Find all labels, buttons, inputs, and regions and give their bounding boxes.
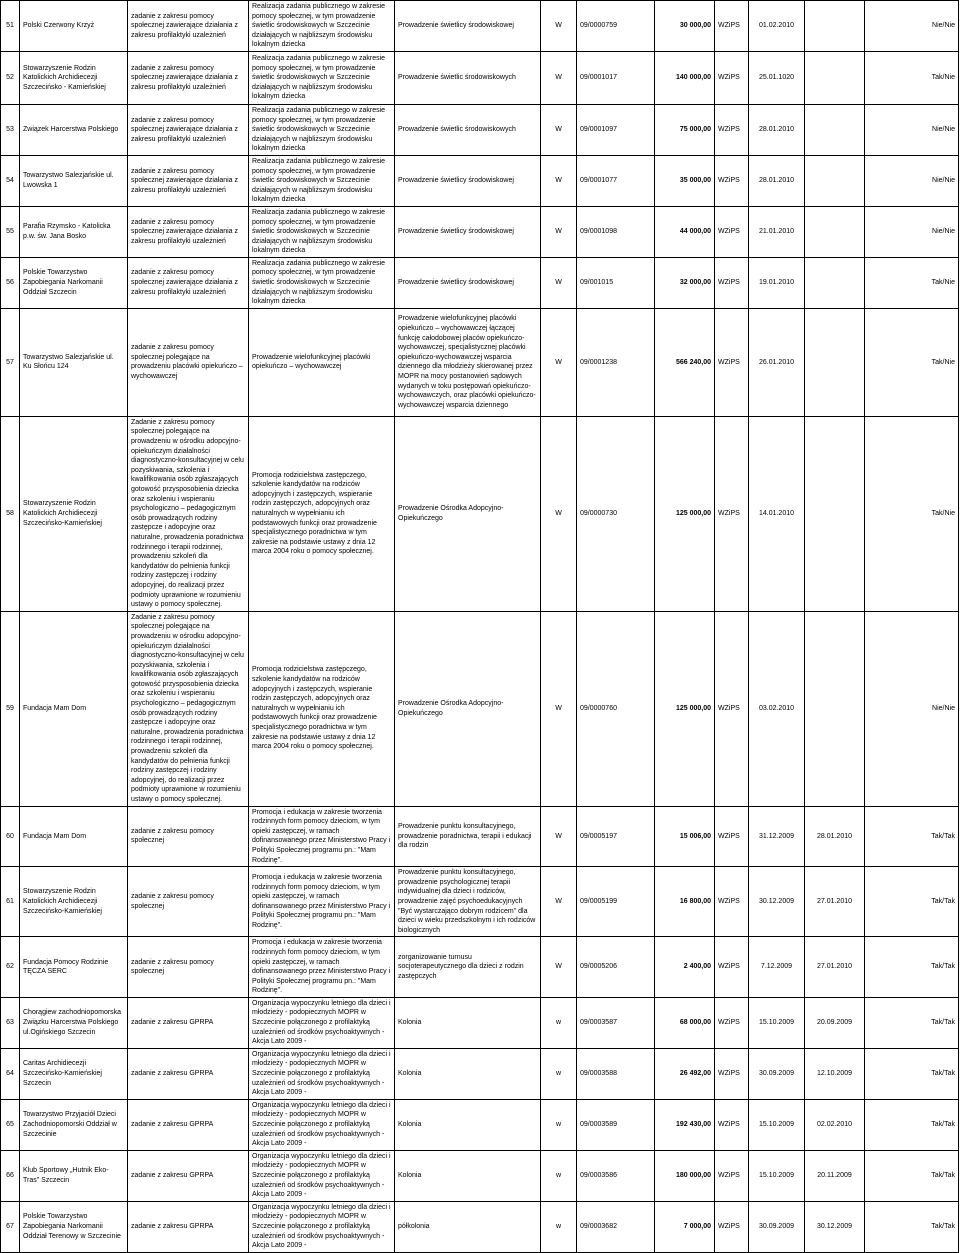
settlement-date: 30.12.2009 [805,1201,865,1252]
agreement-number: 09/0003587 [577,997,655,1048]
organization-name: Caritas Archidiecezji Szczecińsko-Kamieńskiej Szczecin [20,1048,128,1099]
task-form: Prowadzenie punktu konsultacyjnego, prowadzenie poradnictwa, terapii i edukacji dla rodzin [395,806,541,867]
agreement-date: 30.09.2009 [749,1201,805,1252]
department: WZiPS [715,155,749,206]
grant-amount: 26 492,00 [655,1048,715,1099]
organization-name: Chorągiew zachodniopomorska Związku Harcerstwa Polskiego ul.Ogińskiego Szczecin [20,997,128,1048]
task-subject: zadanie z zakresu pomocy społecznej zawierające działania z zakresu profilaktyki uzależnień [128,155,249,206]
organization-name: Klub Sportowy „Hutnik Eko-Tras" Szczecin [20,1150,128,1201]
grant-amount: 32 000,00 [655,257,715,308]
agreement-date: 21.01.2010 [749,206,805,257]
task-mode: w [541,1150,577,1201]
settlement-date: 20.09.2009 [805,997,865,1048]
task-title: Realizacja zadania publicznego w zakresie pomocy społecznej, w tym prowadzenie świetlic środowiskowych w Szczecinie działających w najbliższym środowisku lokalnym dziecka [249,206,395,257]
task-form: Prowadzenie świetlicy środowiskowej [395,206,541,257]
agreement-date: 15.10.2009 [749,1150,805,1201]
organization-name: Stowarzyszenie Rodzin Katolickich Archidiecezji Szczecińsko-Kamieńskiej [20,416,128,611]
task-form: Prowadzenie świetlicy środowiskowej [395,1,541,52]
department: WZiPS [715,611,749,806]
table-row [1,155,959,206]
department: WZiPS [715,1150,749,1201]
status-flags: Tak/Nie [865,257,959,308]
agreement-number: 09/0001077 [577,155,655,206]
agreement-date: 15.10.2009 [749,1099,805,1150]
task-form: półkolonia [395,1201,541,1252]
task-title: Organizacja wypoczynku letniego dla dzieci i młodzieży - podopiecznych MOPR w Szczecinie połączonego z profilaktyką uzależnień od środków psychoaktywnych - Akcja Lato 2009 - [249,1099,395,1150]
organization-name: Towarzystwo Salezjańskie ul. Lwowska 1 [20,155,128,206]
grant-amount: 75 000,00 [655,104,715,155]
organization-name: Fundacja Mam Dom [20,611,128,806]
task-mode: W [541,51,577,104]
task-title: Promocja i edukacja w zakresie tworzenia rodzinnych form pomocy dzieciom, w tym opieki zastępczej, w ramach dofinansowanego przez Ministerstwo Pracy i Polityki Społecznej programu pn.: "Mam Rodzinę". [249,937,395,998]
status-flags: Nie/Nie [865,611,959,806]
task-form: Prowadzenie wielofunkcyjnej placówki opiekuńczo – wychowawczej łączącej funkcję całodobowej placów opiekuńczo-wychowawczej, specjalistycznej placówki opiekuńczo-wychowawczej wsparcia dziennego dla młodzieży skierowanej przez MOPR na mocy postanowień sądowych wydanych w toku postępowań opiekuńczo-wychowawczych, oraz placówki opiekuńczo-wychowawczej wsparcia dziennego [395,308,541,416]
row-number: 53 [1,104,20,155]
table-row [1,937,959,998]
task-title: Organizacja wypoczynku letniego dla dzieci i młodzieży - podopiecznych MOPR w Szczecinie połączonego z profilaktyką uzależnień od środków psychoaktywnych - Akcja Lato 2009 - [249,1150,395,1201]
settlement-date: 02.02.2010 [805,1099,865,1150]
settlement-date [805,206,865,257]
task-title: Realizacja zadania publicznego w zakresie pomocy społecznej, w tym prowadzenie świetlic środowiskowych w Szczecinie działających w najbliższym środowisku lokalnym dziecka [249,104,395,155]
agreement-date: 31.12.2009 [749,806,805,867]
task-mode: W [541,937,577,998]
row-number: 61 [1,867,20,937]
agreement-number: 09/001015 [577,257,655,308]
task-subject: zadanie z zakresu GPRPA [128,1150,249,1201]
table-row [1,416,959,611]
agreement-number: 09/0001098 [577,206,655,257]
grant-amount: 44 000,00 [655,206,715,257]
table-row [1,867,959,937]
task-subject: zadanie z zakresu pomocy społecznej zawierające działania z zakresu profilaktyki uzależnień [128,104,249,155]
grant-amount: 16 800,00 [655,867,715,937]
task-title: Realizacja zadania publicznego w zakresie pomocy społecznej, w tym prowadzenie świetlic środowiskowych w Szczecinie działających w najbliższym środowisku lokalnym dziecka [249,51,395,104]
task-subject: zadanie z zakresu pomocy społecznej [128,937,249,998]
task-form: Prowadzenie Ośrodka Adopcyjno-Opiekuńczego [395,611,541,806]
task-subject: zadanie z zakresu pomocy społecznej zawierające działania z zakresu profilaktyki uzależnień [128,1,249,52]
status-flags: Tak/Tak [865,806,959,867]
task-mode: W [541,416,577,611]
table-row [1,1150,959,1201]
status-flags: Tak/Nie [865,308,959,416]
table-row [1,1,959,52]
agreement-number: 09/0003682 [577,1201,655,1252]
row-number: 51 [1,1,20,52]
row-number: 62 [1,937,20,998]
department: WZiPS [715,206,749,257]
agreement-number: 09/0000730 [577,416,655,611]
department: WZiPS [715,937,749,998]
settlement-date: 27.01.2010 [805,867,865,937]
row-number: 54 [1,155,20,206]
task-form: Prowadzenie świetlic środowiskowych [395,51,541,104]
agreement-date: 28.01.2010 [749,155,805,206]
status-flags: Nie/Nie [865,104,959,155]
task-subject: zadanie z zakresu pomocy społecznej polegające na prowadzeniu placówki opiekuńczo – wychowawczej [128,308,249,416]
task-subject: zadanie z zakresu pomocy społecznej zawierające działania z zakresu profilaktyki uzależnień [128,257,249,308]
task-subject: zadanie z zakresu GPRPA [128,1048,249,1099]
task-form: Prowadzenie świetlicy środowiskowej [395,257,541,308]
task-mode: w [541,997,577,1048]
table-row [1,51,959,104]
settlement-date: 20.11.2009 [805,1150,865,1201]
task-form: Kolonia [395,1048,541,1099]
row-number: 60 [1,806,20,867]
table-row [1,611,959,806]
organization-name: Polskie Towarzystwo Zapobiegania Narkomanii Oddział Terenowy w Szczecinie [20,1201,128,1252]
agreement-number: 09/0005206 [577,937,655,998]
organization-name: Towarzystwo Przyjaciół Dzieci Zachodniopomorski Oddział w Szczecinie [20,1099,128,1150]
agreement-date: 19.01.2010 [749,257,805,308]
task-mode: W [541,257,577,308]
row-number: 56 [1,257,20,308]
row-number: 66 [1,1150,20,1201]
task-title: Organizacja wypoczynku letniego dla dzieci i młodzieży - podopiecznych MOPR w Szczecinie połączonego z profilaktyką uzależnień od środków psychoaktywnych - Akcja Lato 2009 - [249,997,395,1048]
task-mode: W [541,1,577,52]
row-number: 58 [1,416,20,611]
task-subject: zadanie z zakresu pomocy społecznej [128,867,249,937]
row-number: 65 [1,1099,20,1150]
agreement-date: 28.01.2010 [749,104,805,155]
agreement-number: 09/0005199 [577,867,655,937]
task-mode: W [541,308,577,416]
organization-name: Fundacja Mam Dom [20,806,128,867]
status-flags: Tak/Tak [865,937,959,998]
status-flags: Nie/Nie [865,155,959,206]
settlement-date [805,416,865,611]
organization-name: Polski Czerwony Krzyż [20,1,128,52]
organization-name: Polskie Towarzystwo Zapobiegania Narkomanii Oddział Szczecin [20,257,128,308]
settlement-date: 12.10.2009 [805,1048,865,1099]
status-flags: Tak/Tak [865,1048,959,1099]
organization-name: Towarzystwo Salezjańskie ul. Ku Słońcu 124 [20,308,128,416]
agreement-number: 09/0000760 [577,611,655,806]
organization-name: Parafia Rzymsko - Katolicka p.w. św. Jana Bosko [20,206,128,257]
department: WZiPS [715,257,749,308]
row-number: 67 [1,1201,20,1252]
row-number: 55 [1,206,20,257]
settlement-date [805,155,865,206]
task-title: Organizacja wypoczynku letniego dla dzieci i młodzieży - podopiecznych MOPR w Szczecinie połączonego z profilaktyką uzależnień od środków psychoaktywnych - Akcja Lato 2009 - [249,1201,395,1252]
grant-amount: 566 240,00 [655,308,715,416]
grant-amount: 192 430,00 [655,1099,715,1150]
agreement-number: 09/0003588 [577,1048,655,1099]
department: WZiPS [715,1201,749,1252]
settlement-date [805,611,865,806]
agreement-number: 09/0001017 [577,51,655,104]
organization-name: Fundacja Pomocy Rodzinie TĘCZA SERC [20,937,128,998]
task-form: Prowadzenie świetlic środowiskowych [395,104,541,155]
task-subject: zadanie z zakresu pomocy społecznej [128,806,249,867]
grant-amount: 180 000,00 [655,1150,715,1201]
row-number: 59 [1,611,20,806]
row-number: 63 [1,997,20,1048]
task-title: Realizacja zadania publicznego w zakresie pomocy społecznej, w tym prowadzenie świetlic środowiskowych w Szczecinie działających w najbliższym środowisku lokalnym dziecka [249,155,395,206]
agreement-number: 09/0001238 [577,308,655,416]
task-mode: W [541,104,577,155]
task-subject: zadanie z zakresu GPRPA [128,1201,249,1252]
department: WZiPS [715,1099,749,1150]
grant-amount: 35 000,00 [655,155,715,206]
table-row [1,997,959,1048]
agreement-date: 01.02.2010 [749,1,805,52]
task-form: Prowadzenie świetlicy środowiskowej [395,155,541,206]
task-mode: W [541,611,577,806]
agreement-date: 15.10.2009 [749,997,805,1048]
task-subject: zadanie z zakresu GPRPA [128,997,249,1048]
task-title: Realizacja zadania publicznego w zakresie pomocy społecznej, w tym prowadzenie świetlic środowiskowych w Szczecinie działających w najbliższym środowisku lokalnym dziecka [249,257,395,308]
grant-amount: 140 000,00 [655,51,715,104]
task-mode: w [541,1048,577,1099]
row-number: 52 [1,51,20,104]
department: WZiPS [715,806,749,867]
grant-amount: 15 006,00 [655,806,715,867]
status-flags: Tak/Tak [865,1201,959,1252]
status-flags: Tak/Tak [865,867,959,937]
task-title: Promocja i edukacja w zakresie tworzenia rodzinnych form pomocy dzieciom, w tym opieki zastępczej, w ramach dofinansowanego przez Ministerstwo Pracy i Polityki Społecznej programu pn.: "Mam Rodzinę". [249,867,395,937]
grant-amount: 7 000,00 [655,1201,715,1252]
task-title: Prowadzenie wielofunkcyjnej placówki opiekuńczo – wychowawczej [249,308,395,416]
task-form: Kolonia [395,1099,541,1150]
department: WZiPS [715,997,749,1048]
task-mode: w [541,1099,577,1150]
table-row [1,806,959,867]
status-flags: Tak/Nie [865,51,959,104]
department: WZiPS [715,1,749,52]
agreement-number: 09/0000759 [577,1,655,52]
task-title: Promocja rodzicielstwa zastępczego, szkolenie kandydatów na rodziców adopcyjnych i zastępczych, wspieranie rodzin zastępczych, adopcyjnych oraz naturalnych w wypełnianiu ich podstawowych funkcji oraz prowadzenie specjalistycznego poradnictwa w tym zakresie na podstawie ustawy z dnia 12 marca 2004 roku o pomocy społecznej. [249,416,395,611]
department: WZiPS [715,1048,749,1099]
task-subject: zadanie z zakresu pomocy społecznej zawierające działania z zakresu profilaktyki uzależnień [128,206,249,257]
table-row [1,257,959,308]
department: WZiPS [715,416,749,611]
table-row [1,1048,959,1099]
status-flags: Tak/Tak [865,1150,959,1201]
status-flags: Tak/Tak [865,1099,959,1150]
task-form: zorganizowanie turnusu socjoterapeutycznego dla dzieci z rodzin zastępczych [395,937,541,998]
settlement-date [805,257,865,308]
agreement-number: 09/0003586 [577,1150,655,1201]
status-flags: Nie/Nie [865,1,959,52]
agreement-date: 7.12.2009 [749,937,805,998]
agreement-number: 09/0003589 [577,1099,655,1150]
task-title: Promocja rodzicielstwa zastępczego, szkolenie kandydatów na rodziców adopcyjnych i zastępczych, wspieranie rodzin zastępczych, adopcyjnych oraz naturalnych w wypełnianiu ich podstawowych funkcji oraz prowadzenie specjalistycznego poradnictwa w tym zakresie na podstawie ustawy z dnia 12 marca 2004 roku o pomocy społecznej. [249,611,395,806]
task-mode: W [541,155,577,206]
agreement-date: 14.01.2010 [749,416,805,611]
agreement-date: 25.01.1020 [749,51,805,104]
organization-name: Stowarzyszenie Rodzin Katolickich Archidiecezji Szczecińsko-Kamieńskiej [20,867,128,937]
task-subject: zadanie z zakresu GPRPA [128,1099,249,1150]
status-flags: Tak/Nie [865,416,959,611]
task-title: Realizacja zadania publicznego w zakresie pomocy społecznej, w tym prowadzenie świetlic środowiskowych w Szczecinie działających w najbliższym środowisku lokalnym dziecka [249,1,395,52]
agreement-date: 30.09.2009 [749,1048,805,1099]
department: WZiPS [715,308,749,416]
settlement-date [805,1,865,52]
agreement-date: 03.02.2010 [749,611,805,806]
settlement-date: 27.01.2010 [805,937,865,998]
settlement-date: 28.01.2010 [805,806,865,867]
task-form: Prowadzenie Ośrodka Adopcyjno-Opiekuńczego [395,416,541,611]
task-mode: W [541,806,577,867]
grant-amount: 68 000,00 [655,997,715,1048]
agreement-date: 30.12.2009 [749,867,805,937]
department: WZiPS [715,104,749,155]
settlement-date [805,51,865,104]
task-form: Prowadzenie punktu konsultacyjnego, prowadzenie psychologicznej terapii indywidualnej dla dzieci i rodziców, prowadzenie zajęć psychoedukacyjnych "Być wystarczająco dobrym rodzicem" dla dzieci w wieku przedszkolnym i ich rodziców biologicznych [395,867,541,937]
task-mode: W [541,206,577,257]
status-flags: Nie/Nie [865,206,959,257]
grant-amount: 125 000,00 [655,611,715,806]
table-row [1,104,959,155]
agreement-date: 26.01.2010 [749,308,805,416]
status-flags: Tak/Tak [865,997,959,1048]
organization-name: Stowarzyszenie Rodzin Katolickich Archidiecezji Szczecińsko - Kamieńskiej [20,51,128,104]
settlement-date [805,308,865,416]
agreement-number: 09/0001097 [577,104,655,155]
task-subject: zadanie z zakresu pomocy społecznej zawierające działania z zakresu profilaktyki uzależnień [128,51,249,104]
grant-amount: 125 000,00 [655,416,715,611]
task-form: Kolonia [395,1150,541,1201]
department: WZiPS [715,51,749,104]
table-row [1,1099,959,1150]
row-number: 57 [1,308,20,416]
task-form: Kolonia [395,997,541,1048]
settlement-date [805,104,865,155]
task-title: Promocja i edukacja w zakresie tworzenia rodzinnych form pomocy dzieciom, w tym opieki zastępczej, w ramach dofinansowanego przez Ministerstwo Pracy i Polityki Społecznej programu pn.: "Mam Rodzinę". [249,806,395,867]
table-row [1,1201,959,1252]
task-subject: Zadanie z zakresu pomocy społecznej polegające na prowadzeniu w ośrodku adopcyjno-opiekuńczym działalności diagnostyczno-konsultacyjnej w celu pozyskiwania, szkolenia i kwalifikowania osób zgłaszających gotowość przysposobienia dziecka oraz szkoleniu i wspieraniu psychologiczno – pedagogicznym osób prowadzących rodziny zastępcze i adopcyjne oraz naturalne, prowadzenia poradnictwa rodzinnego i terapii rodzinnej, prowadzeniu szkoleń dla kandydatów do pełnienia funkcji rodziny zastępczej i rodziny adopcyjnej, do realizacji przez podmioty uprawnione w rozumieniu ustawy o pomocy społecznej. [128,416,249,611]
row-number: 64 [1,1048,20,1099]
task-mode: W [541,867,577,937]
grant-amount: 30 000,00 [655,1,715,52]
organization-name: Związek Harcerstwa Polskiego [20,104,128,155]
table-row [1,308,959,416]
agreement-number: 09/0005197 [577,806,655,867]
department: WZiPS [715,867,749,937]
task-title: Organizacja wypoczynku letniego dla dzieci i młodzieży - podopiecznych MOPR w Szczecinie połączonego z profilaktyką uzależnień od środków psychoaktywnych - Akcja Lato 2009 - [249,1048,395,1099]
table-row [1,206,959,257]
task-subject: Zadanie z zakresu pomocy społecznej polegające na prowadzeniu w ośrodku adopcyjno-opiekuńczym działalności diagnostyczno-konsultacyjnej w celu pozyskiwania, szkolenia i kwalifikowania osób zgłaszających gotowość przysposobienia dziecka oraz szkoleniu i wspieraniu psychologiczno – pedagogicznym osób prowadzących rodziny zastępcze i adopcyjne oraz naturalne, prowadzenia poradnictwa rodzinnego i terapii rodzinnej, prowadzeniu szkoleń dla kandydatów do pełnienia funkcji rodziny zastępczej i rodziny adopcyjnej, do realizacji przez podmioty uprawnione w rozumieniu ustawy o pomocy społecznej. [128,611,249,806]
task-mode: w [541,1201,577,1252]
grant-amount: 2 400,00 [655,937,715,998]
